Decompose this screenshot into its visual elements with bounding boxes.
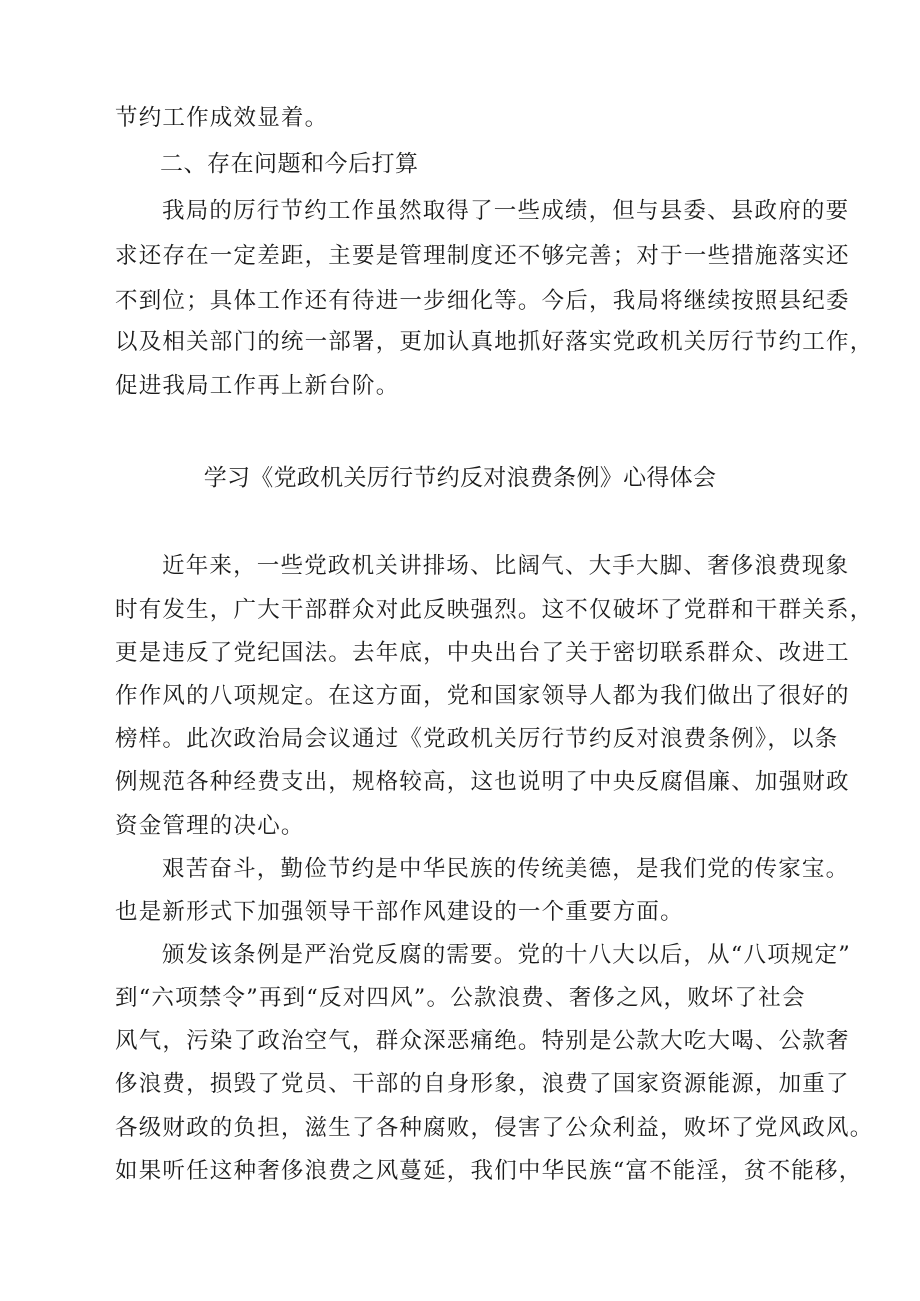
paragraph-line: 也是新形式下加强领导干部作风建设的一个重要方面。 — [115, 899, 684, 925]
paragraph-line: 更是违反了党纪国法。去年底，中央出台了关于密切联系群众、改进工 — [115, 640, 850, 666]
paragraph-line: 艰苦奋斗，勤俭节约是中华民族的传统美德，是我们党的传家宝。 — [162, 856, 850, 882]
article-title: 学习《党政机关厉行节约反对浪费条例》心得体会 — [203, 465, 717, 491]
paragraph-line: 风气，污染了政治空气，群众深恶痛绝。特别是公款大吃大喝、公款奢 — [115, 1028, 850, 1054]
paragraph-line: 到“六项禁令”再到“反对四风”。公款浪费、奢侈之风，败坏了社会 — [115, 985, 806, 1011]
paragraph-line: 榜样。此次政治局会议通过《党政机关厉行节约反对浪费条例》，以条 — [115, 726, 839, 752]
section-heading: 二、存在问题和今后打算 — [160, 151, 419, 177]
paragraph-line: 侈浪费，损毁了党员、干部的自身形象，浪费了国家资源能源，加重了 — [115, 1071, 850, 1097]
paragraph-line: 作作风的八项规定。在这方面，党和国家领导人都为我们做出了很好的 — [115, 683, 850, 709]
paragraph-line: 时有发生，广大干部群众对此反映强烈。这不仅破坏了党群和干群关系， — [115, 597, 874, 623]
paragraph-line: 各级财政的负担，滋生了各种腐败，侵害了公众利益，败坏了党风政风。 — [115, 1115, 874, 1141]
paragraph-line: 如果听任这种奢侈浪费之风蔓延，我们中华民族“富不能淫，贫不能移， — [115, 1158, 863, 1184]
paragraph-line: 颁发该条例是严治党反腐的需要。党的十八大以后，从“八项规定” — [162, 942, 852, 968]
paragraph-line: 资金管理的决心。 — [115, 813, 305, 839]
closing-line: 节约工作成效显着。 — [115, 105, 329, 131]
paragraph-line: 例规范各种经费支出，规格较高，这也说明了中央反腐倡廉、加强财政 — [115, 769, 850, 795]
paragraph-line: 我局的厉行节约工作虽然取得了一些成绩，但与县委、县政府的要 — [162, 198, 850, 224]
paragraph-line: 不到位；具体工作还有待进一步细化等。今后，我局将继续按照县纪委 — [115, 288, 850, 314]
paragraph-line: 以及相关部门的统一部署，更加认真地抓好落实党政机关厉行节约工作， — [115, 329, 874, 355]
paragraph-line: 近年来，一些党政机关讲排场、比阔气、大手大脚、奢侈浪费现象 — [162, 553, 850, 579]
paragraph-line: 促进我局工作再上新台阶。 — [115, 373, 400, 399]
paragraph-line: 求还存在一定差距，主要是管理制度还不够完善；对于一些措施落实还 — [115, 243, 850, 269]
